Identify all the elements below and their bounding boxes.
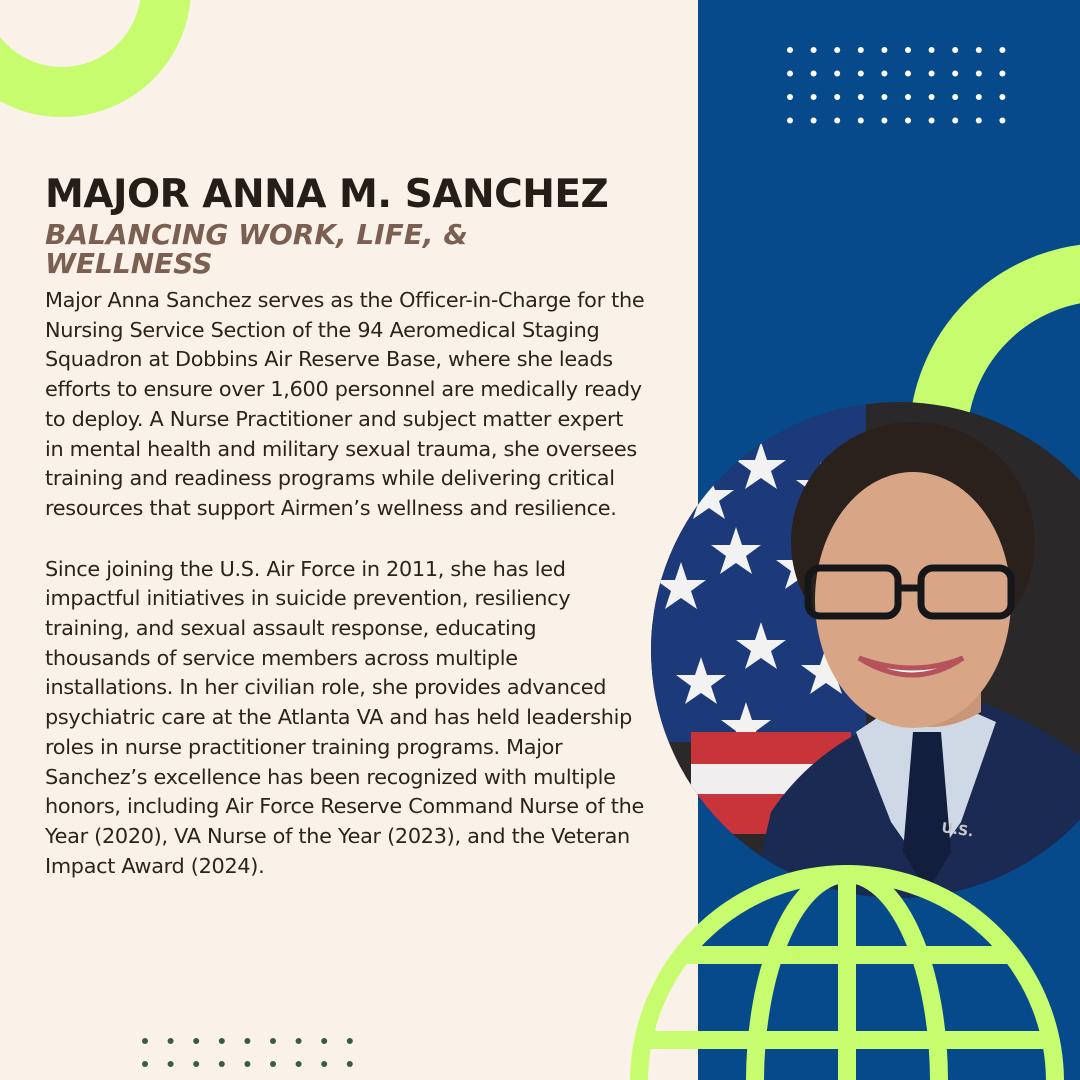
green-dot [347, 1061, 353, 1067]
green-dot [193, 1038, 199, 1044]
green-dot [244, 1038, 250, 1044]
green-dot [168, 1061, 174, 1067]
profile-name: MAJOR ANNA M. SANCHEZ [45, 172, 609, 217]
green-dot [193, 1061, 199, 1067]
green-dot [142, 1061, 148, 1067]
bio-paragraph: Major Anna Sanchez serves as the Officer-in-Charge for the Nursing Service Section of the 94 Aeromedical Staging Squadron at Dobbins Air Reserve Base, where she leads efforts to ensure over 1,600 personnel are medically ready to deploy. A Nurse Practitioner and subject matter expert in mental health and military sexual trauma, she oversees training and readiness programs while delivering critical resources that support Airmen’s wellness and resilience. [45, 288, 645, 520]
green-dot [270, 1061, 276, 1067]
green-dot [296, 1038, 302, 1044]
green-dot [168, 1038, 174, 1044]
green-dot [244, 1061, 250, 1067]
bio-paragraph: Since joining the U.S. Air Force in 2011, she has led impactful initiatives in suicide prevention, resiliency training, and sexual assault response, educating thousands of service members across multiple installations. In her civilian role, she provides advanced psychiatric care at the Atlanta VA and has held leadership roles in nurse practitioner training programs. Major Sanchez’s excellence has been recognized with multiple honors, including Air Force Reserve Command Nurse of the Year (2020), VA Nurse of the Year (2023), and the Veteran Impact Award (2024). [45, 556, 645, 878]
collar-insignia: U.S. [940, 820, 975, 841]
green-dot [321, 1061, 327, 1067]
green-dot [219, 1038, 225, 1044]
green-dot [142, 1038, 148, 1044]
profile-subtitle: BALANCING WORK, LIFE, & WELLNESS [45, 218, 468, 280]
green-dot [321, 1038, 327, 1044]
green-dot [219, 1061, 225, 1067]
face [815, 472, 1011, 728]
green-dot [296, 1061, 302, 1067]
green-dot [270, 1038, 276, 1044]
bio-text-block [45, 172, 645, 881]
green-dot-grid [142, 1038, 353, 1067]
green-dot [347, 1038, 353, 1044]
lime-ring-top-left [0, 0, 166, 92]
